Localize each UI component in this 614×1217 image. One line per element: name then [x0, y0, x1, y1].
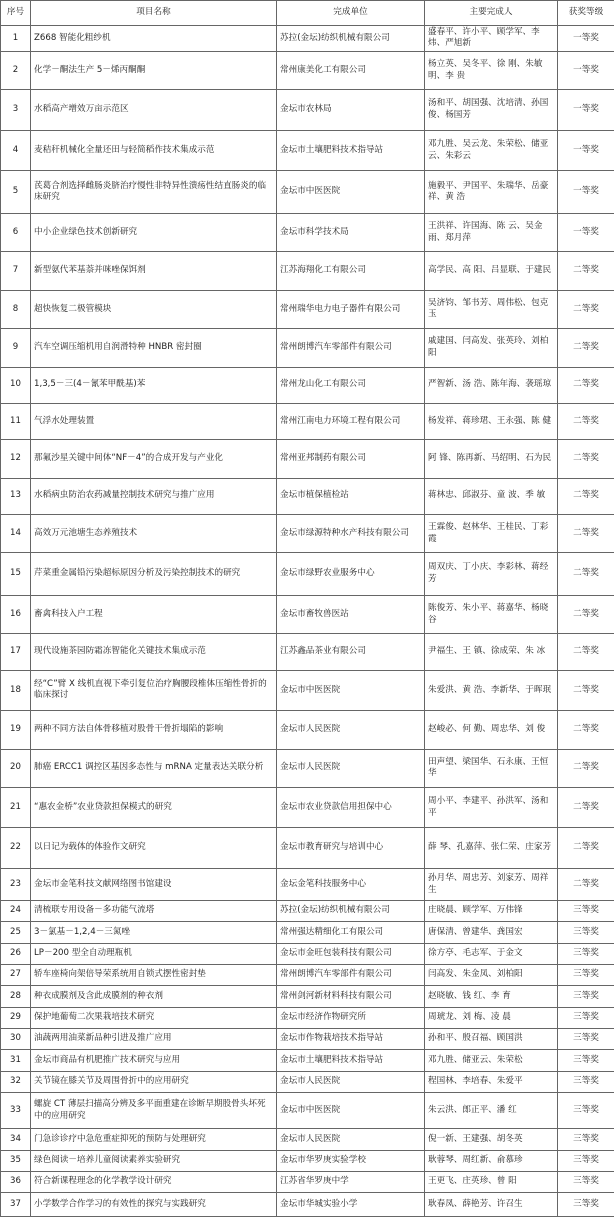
completing-unit: 金坛市人民医院 — [277, 1071, 425, 1092]
row-number: 35 — [1, 1150, 31, 1171]
project-name: 保护地葡萄二次果栽培技术研究 — [31, 1007, 277, 1028]
table-header-row — [1, 1, 614, 26]
main-persons: 陈俊芳、朱小平、蒋嘉华、杨晓谷 — [425, 595, 558, 633]
main-persons: 王更飞、庄英珍、曾 阳 — [425, 1171, 558, 1192]
row-number: 23 — [1, 869, 31, 901]
project-name: 种衣成膜剂及含此成膜剂的种衣剂 — [31, 986, 277, 1007]
row-number: 24 — [1, 901, 31, 922]
row-number: 36 — [1, 1171, 31, 1192]
main-persons: 高学民、高 阳、吕显联、于建民 — [425, 252, 558, 290]
main-persons: 田声望、梁国华、石永康、王恒华 — [425, 749, 558, 787]
row-number: 17 — [1, 634, 31, 670]
row-number: 29 — [1, 1007, 31, 1028]
award-grade: 二等奖 — [558, 749, 614, 787]
project-name: 小学数学合作学习的有效性的探究与实践研究 — [31, 1193, 277, 1217]
project-name: 以日记为载体的体验作文研究 — [31, 828, 277, 869]
table-row — [1, 1071, 614, 1092]
row-number: 20 — [1, 749, 31, 787]
header-no: 序号 — [1, 1, 31, 26]
completing-unit: 金坛市中医医院 — [277, 171, 425, 214]
project-name: 两种不同方法自体骨移植对股骨干骨折塌陷的影响 — [31, 711, 277, 749]
award-grade: 一等奖 — [558, 26, 614, 52]
row-number: 3 — [1, 90, 31, 131]
table-row — [1, 634, 614, 670]
main-persons: 周琥龙、刘 梅、凌 晨 — [425, 1007, 558, 1028]
row-number: 8 — [1, 290, 31, 328]
award-grade: 三等奖 — [558, 1071, 614, 1092]
project-name: 那氟沙星关键中间体“NF－4”的合成开发与产业化 — [31, 440, 277, 478]
project-name: 清梳联专用设备－多功能气流塔 — [31, 901, 277, 922]
completing-unit: 金坛市绿源特种水产科技有限公司 — [277, 514, 425, 552]
main-persons: 施毅平、尹国平、朱瑞华、岳豪祥、黄 浩 — [425, 171, 558, 214]
completing-unit: 金坛市经济作物研究所 — [277, 1007, 425, 1028]
main-persons: 杨发祥、蒋珍珺、王永强、陈 健 — [425, 403, 558, 439]
row-number: 32 — [1, 1071, 31, 1092]
main-persons: 吴济钧、邹书芳、周伟松、包克玉 — [425, 290, 558, 328]
table-row — [1, 329, 614, 367]
project-name: 3－氯基－1,2,4－三氮唑 — [31, 922, 277, 943]
award-grade: 二等奖 — [558, 440, 614, 478]
table-row — [1, 1171, 614, 1192]
completing-unit: 常州龙山化工有限公司 — [277, 367, 425, 403]
table-row — [1, 90, 614, 131]
award-grade: 三等奖 — [558, 1028, 614, 1049]
row-number: 18 — [1, 670, 31, 711]
main-persons: 赵晓敏、钱 红、李 育 — [425, 986, 558, 1007]
table-row — [1, 171, 614, 214]
main-persons: 赵峻必、何 勤、周忠华、刘 俊 — [425, 711, 558, 749]
table-row — [1, 130, 614, 171]
completing-unit: 金坛市人民医院 — [277, 711, 425, 749]
table-row — [1, 1007, 614, 1028]
completing-unit: 苏拉(金坛)纺织机械有限公司 — [277, 901, 425, 922]
completing-unit: 金坛市科学技术局 — [277, 213, 425, 251]
award-grade: 二等奖 — [558, 787, 614, 828]
row-number: 22 — [1, 828, 31, 869]
table-body — [1, 26, 614, 1217]
award-grade: 三等奖 — [558, 1129, 614, 1150]
completing-unit: 金坛金笔科技服务中心 — [277, 869, 425, 901]
row-number: 27 — [1, 964, 31, 985]
completing-unit: 金坛市中医医院 — [277, 1092, 425, 1128]
award-grade: 二等奖 — [558, 595, 614, 633]
row-number: 28 — [1, 986, 31, 1007]
project-name: 符合新课程理念的化学教学设计研究 — [31, 1171, 277, 1192]
award-grade: 二等奖 — [558, 478, 614, 514]
main-persons: 严智新、汤 浩、陈年海、袭瑶琼 — [425, 367, 558, 403]
row-number: 16 — [1, 595, 31, 633]
completing-unit: 金坛市金旺包装科技有限公司 — [277, 943, 425, 964]
award-grade: 二等奖 — [558, 403, 614, 439]
project-name: 化学－酮法生产 5－烯丙酮酮 — [31, 51, 277, 89]
completing-unit: 常州亚邦制药有限公司 — [277, 440, 425, 478]
table-row — [1, 1150, 614, 1171]
completing-unit: 常州瑞华电力电子器件有限公司 — [277, 290, 425, 328]
row-number: 14 — [1, 514, 31, 552]
row-number: 25 — [1, 922, 31, 943]
project-name: 经“C”臂 X 线机直视下牵引复位治疗胸腰段椎体压缩性骨折的临床探讨 — [31, 670, 277, 711]
main-persons: 戚建国、闫高发、张英玲、刘柏阳 — [425, 329, 558, 367]
completing-unit: 金坛市绿野农业服务中心 — [277, 553, 425, 596]
project-name: 中小企业绿色技术创新研究 — [31, 213, 277, 251]
main-persons: 蒋林忠、邱淑芬、童 波、季 敏 — [425, 478, 558, 514]
project-name: “惠农金桥”农业贷款担保模式的研究 — [31, 787, 277, 828]
table-row — [1, 787, 614, 828]
table-row — [1, 514, 614, 552]
award-grade: 一等奖 — [558, 130, 614, 171]
project-name: 绿色阅读－培养儿童阅读素养实验研究 — [31, 1150, 277, 1171]
row-number: 7 — [1, 252, 31, 290]
table-row — [1, 943, 614, 964]
completing-unit: 金坛市教育研究与培训中心 — [277, 828, 425, 869]
award-grade: 三等奖 — [558, 922, 614, 943]
main-persons: 王霖俊、赵林华、王桂民、丁彩霞 — [425, 514, 558, 552]
header-project: 项目名称 — [31, 1, 277, 26]
row-number: 9 — [1, 329, 31, 367]
main-persons: 孙和平、殷召福、顾国洪 — [425, 1028, 558, 1049]
completing-unit: 金坛市农业贷款信用担保中心 — [277, 787, 425, 828]
award-grade: 二等奖 — [558, 711, 614, 749]
table-row — [1, 901, 614, 922]
project-name: 关节镜在膝关节及周围骨折中的应用研究 — [31, 1071, 277, 1092]
row-number: 31 — [1, 1050, 31, 1071]
award-grade: 一等奖 — [558, 90, 614, 131]
main-persons: 朱云洪、郎正平、潘 红 — [425, 1092, 558, 1128]
table-row — [1, 478, 614, 514]
project-name: 肺癌 ERCC1 调控区基因多态性与 mRNA 定量表达关联分析 — [31, 749, 277, 787]
row-number: 6 — [1, 213, 31, 251]
main-persons: 闫高发、朱金凤、刘柏阳 — [425, 964, 558, 985]
header-grade: 获奖等级 — [558, 1, 614, 26]
award-grade: 三等奖 — [558, 901, 614, 922]
project-name: 金坛市商品有机肥推广技术研究与应用 — [31, 1050, 277, 1071]
table-row — [1, 1129, 614, 1150]
project-name: 金坛市金笔科技文献网络图书馆建设 — [31, 869, 277, 901]
award-grade: 三等奖 — [558, 943, 614, 964]
main-persons: 耿蓉琴、周红新、俞慕珍 — [425, 1150, 558, 1171]
completing-unit: 金坛市人民医院 — [277, 749, 425, 787]
project-name: 螺旋 CT 薄层扫描高分辨及多平面重建在诊断早期股骨头坏死中的应用研究 — [31, 1092, 277, 1128]
award-grade: 二等奖 — [558, 869, 614, 901]
row-number: 33 — [1, 1092, 31, 1128]
project-name: 汽车空调压缩机用自润滑特种 HNBR 密封圈 — [31, 329, 277, 367]
award-grade: 三等奖 — [558, 1007, 614, 1028]
main-persons: 孙月华、周忠芳、刘家芳、周祥生 — [425, 869, 558, 901]
completing-unit: 常州朗博汽车零部件有限公司 — [277, 329, 425, 367]
award-grade: 二等奖 — [558, 670, 614, 711]
table-row — [1, 403, 614, 439]
project-name: 气浮水处理装置 — [31, 403, 277, 439]
award-grade: 一等奖 — [558, 171, 614, 214]
completing-unit: 江苏鑫品茶业有限公司 — [277, 634, 425, 670]
completing-unit: 常州康美化工有限公司 — [277, 51, 425, 89]
table-row — [1, 440, 614, 478]
table-row — [1, 964, 614, 985]
award-grade: 二等奖 — [558, 828, 614, 869]
award-grade: 三等奖 — [558, 964, 614, 985]
table-row — [1, 986, 614, 1007]
project-name: 芹菜重金属铅污染超标原因分析及污染控制技术的研究 — [31, 553, 277, 596]
completing-unit: 苏拉(金坛)纺织机械有限公司 — [277, 26, 425, 52]
award-grade: 二等奖 — [558, 290, 614, 328]
project-name: 新型氨代苯基萘并咪唑保饵剂 — [31, 252, 277, 290]
project-name: 水稻高产增效万亩示范区 — [31, 90, 277, 131]
table-row — [1, 670, 614, 711]
table-row — [1, 711, 614, 749]
row-number: 1 — [1, 26, 31, 52]
project-name: LP－200 型全自动理瓶机 — [31, 943, 277, 964]
award-grade: 一等奖 — [558, 213, 614, 251]
table-row — [1, 1050, 614, 1071]
main-persons: 朱爱洪、黄 浩、李新华、于晖珉 — [425, 670, 558, 711]
completing-unit: 金坛市农林局 — [277, 90, 425, 131]
award-grade: 三等奖 — [558, 1171, 614, 1192]
completing-unit: 金坛市华罗庚实验学校 — [277, 1150, 425, 1171]
table-row — [1, 922, 614, 943]
project-name: 畜禽科技入户工程 — [31, 595, 277, 633]
award-grade: 三等奖 — [558, 1050, 614, 1071]
row-number: 26 — [1, 943, 31, 964]
table-row — [1, 553, 614, 596]
project-name: 高效万元池塘生态养殖技术 — [31, 514, 277, 552]
row-number: 10 — [1, 367, 31, 403]
row-number: 37 — [1, 1193, 31, 1217]
table-row — [1, 1092, 614, 1128]
project-name: 轿车座椅向架倍导荣系统用自锁式摆性密封垫 — [31, 964, 277, 985]
completing-unit: 金坛市土壤肥料技术指导站 — [277, 130, 425, 171]
project-name: 超快恢复二极管模块 — [31, 290, 277, 328]
main-persons: 程国林、李培春、朱爱平 — [425, 1071, 558, 1092]
project-name: 水稻病虫防治农药减量控制技术研究与推广应用 — [31, 478, 277, 514]
completing-unit: 金坛市畜牧兽医站 — [277, 595, 425, 633]
completing-unit: 金坛市作物栽培技术指导站 — [277, 1028, 425, 1049]
row-number: 2 — [1, 51, 31, 89]
main-persons: 汤和平、胡国强、沈培清、孙国俊、杨国芳 — [425, 90, 558, 131]
award-grade: 一等奖 — [558, 51, 614, 89]
row-number: 30 — [1, 1028, 31, 1049]
table-row — [1, 869, 614, 901]
row-number: 19 — [1, 711, 31, 749]
row-number: 5 — [1, 171, 31, 214]
row-number: 4 — [1, 130, 31, 171]
main-persons: 盛春平、许小平、顾学军、李 炜、严旭新 — [425, 26, 558, 52]
project-name: 现代设施茶园防霜冻智能化关键技术集成示范 — [31, 634, 277, 670]
completing-unit: 常州江南电力环境工程有限公司 — [277, 403, 425, 439]
table-row — [1, 367, 614, 403]
table-row — [1, 290, 614, 328]
row-number: 34 — [1, 1129, 31, 1150]
award-grade: 三等奖 — [558, 986, 614, 1007]
main-persons: 尹福生、王 镇、徐成荣、朱 冰 — [425, 634, 558, 670]
completing-unit: 金坛市植保植检站 — [277, 478, 425, 514]
award-grade: 二等奖 — [558, 329, 614, 367]
table-row — [1, 213, 614, 251]
main-persons: 王洪祥、许国海、陈 云、吴金雨、郑月萍 — [425, 213, 558, 251]
award-grade: 二等奖 — [558, 367, 614, 403]
completing-unit: 江苏海翔化工有限公司 — [277, 252, 425, 290]
table-row — [1, 749, 614, 787]
main-persons: 倪一新、王建强、胡冬英 — [425, 1129, 558, 1150]
main-persons: 邓九胜、吴云龙、朱荣松、储亚云、朱彩云 — [425, 130, 558, 171]
row-number: 11 — [1, 403, 31, 439]
completing-unit: 金坛市中医医院 — [277, 670, 425, 711]
award-grade: 二等奖 — [558, 252, 614, 290]
table-row — [1, 252, 614, 290]
header-unit: 完成单位 — [277, 1, 425, 26]
main-persons: 唐保清、曾建华、龚国宏 — [425, 922, 558, 943]
row-number: 13 — [1, 478, 31, 514]
row-number: 12 — [1, 440, 31, 478]
project-name: 1,3,5－三(4－氰苯甲酰基)苯 — [31, 367, 277, 403]
table-row — [1, 26, 614, 52]
main-persons: 耿春凤、薛艳芳、许召生 — [425, 1193, 558, 1217]
award-grade: 三等奖 — [558, 1193, 614, 1217]
project-name: 麦秸秆机械化全量还田与轻简稻作技术集成示范 — [31, 130, 277, 171]
table-row — [1, 595, 614, 633]
main-persons: 阿 锋、陈再新、马绍明、石为民 — [425, 440, 558, 478]
award-grade: 二等奖 — [558, 514, 614, 552]
table-row — [1, 51, 614, 89]
main-persons: 庄晓晨、顾学军、万伟锋 — [425, 901, 558, 922]
completing-unit: 常州剑河新材料科技有限公司 — [277, 986, 425, 1007]
table-row — [1, 1193, 614, 1217]
completing-unit: 金坛市华城实验小学 — [277, 1193, 425, 1217]
project-name: 门急诊诊疗中急危重症抑死的预防与处理研究 — [31, 1129, 277, 1150]
table-row — [1, 828, 614, 869]
header-persons: 主要完成人 — [425, 1, 558, 26]
main-persons: 周小平、李建平、孙洪军、汤和平 — [425, 787, 558, 828]
award-grade: 三等奖 — [558, 1092, 614, 1128]
award-grade: 三等奖 — [558, 1150, 614, 1171]
award-grade: 二等奖 — [558, 634, 614, 670]
main-persons: 邓九胜、储亚云、朱荣松 — [425, 1050, 558, 1071]
project-name: 油蔬两用油菜新品种引进及推广应用 — [31, 1028, 277, 1049]
row-number: 15 — [1, 553, 31, 596]
completing-unit: 金坛市土壤肥料技术指导站 — [277, 1050, 425, 1071]
main-persons: 杨立英、吴冬平、徐 刚、朱敏明、李 贵 — [425, 51, 558, 89]
main-persons: 薛 琴、孔嘉萍、张仁荣、庄家芳 — [425, 828, 558, 869]
main-persons: 周双庆、丁小庆、李彩林、蒋经芳 — [425, 553, 558, 596]
project-name: Z668 智能化粗纱机 — [31, 26, 277, 52]
project-name: 芪葛合剂选择雌肠炎脐治疗慢性非特异性溃疡性结直肠炎的临床研究 — [31, 171, 277, 214]
completing-unit: 常州强达精细化工有限公司 — [277, 922, 425, 943]
completing-unit: 江苏省华罗庚中学 — [277, 1171, 425, 1192]
award-grade: 二等奖 — [558, 553, 614, 596]
completing-unit: 金坛市人民医院 — [277, 1129, 425, 1150]
table-row — [1, 1028, 614, 1049]
completing-unit: 常州朗博汽车零部件有限公司 — [277, 964, 425, 985]
main-persons: 徐方亭、毛志军、于金文 — [425, 943, 558, 964]
row-number: 21 — [1, 787, 31, 828]
